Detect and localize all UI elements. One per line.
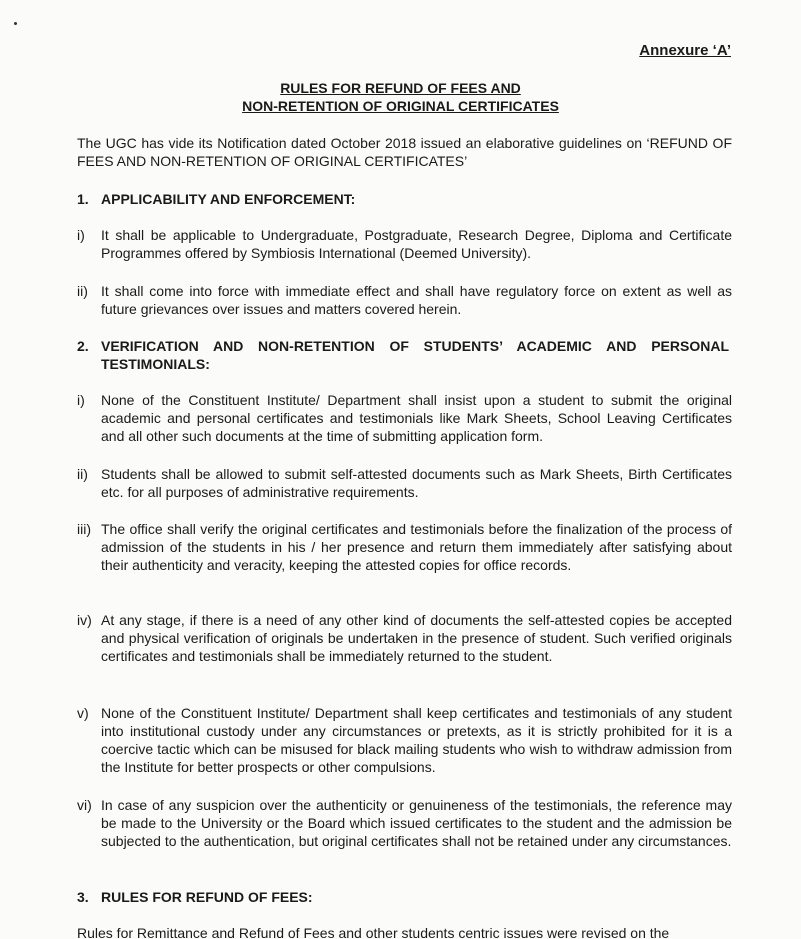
item-marker: ii) <box>77 283 88 299</box>
section-1-item-2 <box>77 282 732 318</box>
section-2-number: 2. <box>77 338 89 354</box>
intro-paragraph: The UGC has vide its Notification dated October 2018 issued an elaborative guidelines on ‘REFUND OF FEES AND NON-RETENTION OF ORIGINAL CERTIFICATES’ <box>77 135 732 169</box>
item-marker: iv) <box>77 612 92 628</box>
section-2-item-2 <box>77 465 732 501</box>
item-marker: vi) <box>77 797 92 813</box>
title-line-1: RULES FOR REFUND OF FEES AND <box>280 80 521 96</box>
section-1-title: APPLICABILITY AND ENFORCEMENT: <box>101 191 356 207</box>
section-1-item-1 <box>77 226 732 262</box>
item-text: It shall come into force with immediate effect and shall have regulatory force on extent as well as future grievances over issues and matters covered herein. <box>101 283 732 317</box>
item-marker: iii) <box>77 521 91 537</box>
section-2-item-6 <box>77 796 732 850</box>
item-text: None of the Constituent Institute/ Department shall insist upon a student to submit the original academic and personal certificates and testimonials like Mark Sheets, School Leaving Certificates and all other such documents at the time of submitting application form. <box>101 392 732 444</box>
item-marker: ii) <box>77 466 88 482</box>
section-1-heading <box>77 190 732 208</box>
item-text: Students shall be allowed to submit self-attested documents such as Mark Sheets, Birth Certificates etc. for all purposes of administrative requirements. <box>101 466 732 500</box>
section-2-item-1 <box>77 391 732 445</box>
section-2-item-3 <box>77 520 732 574</box>
section-2-heading <box>77 337 732 373</box>
scan-speck <box>14 22 17 25</box>
item-text: It shall be applicable to Undergraduate, Postgraduate, Research Degree, Diploma and Certificate Programmes offered by Symbiosis International (Deemed University). <box>101 227 732 261</box>
item-marker: i) <box>77 392 85 408</box>
section-2-title: VERIFICATION AND NON-RETENTION OF STUDENTS’ ACADEMIC AND PERSONAL TESTIMONIALS: <box>101 338 729 372</box>
document-title <box>0 79 801 115</box>
section-2-item-5 <box>77 704 732 776</box>
section-3-heading <box>77 888 732 906</box>
item-text: At any stage, if there is a need of any other kind of documents the self-attested copies be accepted and physical verification of originals be undertaken in the presence of student. Such verified originals certificates and testimonials shall be immediately returned to the student. <box>101 612 732 664</box>
item-text: None of the Constituent Institute/ Department shall keep certificates and testimonials of any student into institutional custody under any circumstances or pretexts, as it is strictly prohibited for it is a coercive tactic which can be misused for black mailing students who wish to withdraw admission from the Institute for better prospects or other compulsions. <box>101 705 732 775</box>
section-3-title: RULES FOR REFUND OF FEES: <box>101 889 313 905</box>
section-2-item-4 <box>77 611 732 665</box>
item-marker: v) <box>77 705 89 721</box>
title-line-2: NON-RETENTION OF ORIGINAL CERTIFICATES <box>242 98 559 114</box>
annexure-label: Annexure ‘A’ <box>639 42 731 59</box>
item-text: In case of any suspicion over the authenticity or genuineness of the testimonials, the reference may be made to the University or the Board which issued certificates to the student and the admission be subjected to the authentication, but original certificates shall not be retained under any circumstances. <box>101 797 732 849</box>
item-text: The office shall verify the original certificates and testimonials before the finalization of the process of admission of the students in his / her presence and return them immediately after satisfying about their authenticity and veracity, keeping the attested copies for office records. <box>101 521 732 573</box>
closing-paragraph: Rules for Remittance and Refund of Fees and other students centric issues were revised on the <box>77 925 670 939</box>
item-marker: i) <box>77 227 85 243</box>
section-3-number: 3. <box>77 889 89 905</box>
section-1-number: 1. <box>77 191 89 207</box>
